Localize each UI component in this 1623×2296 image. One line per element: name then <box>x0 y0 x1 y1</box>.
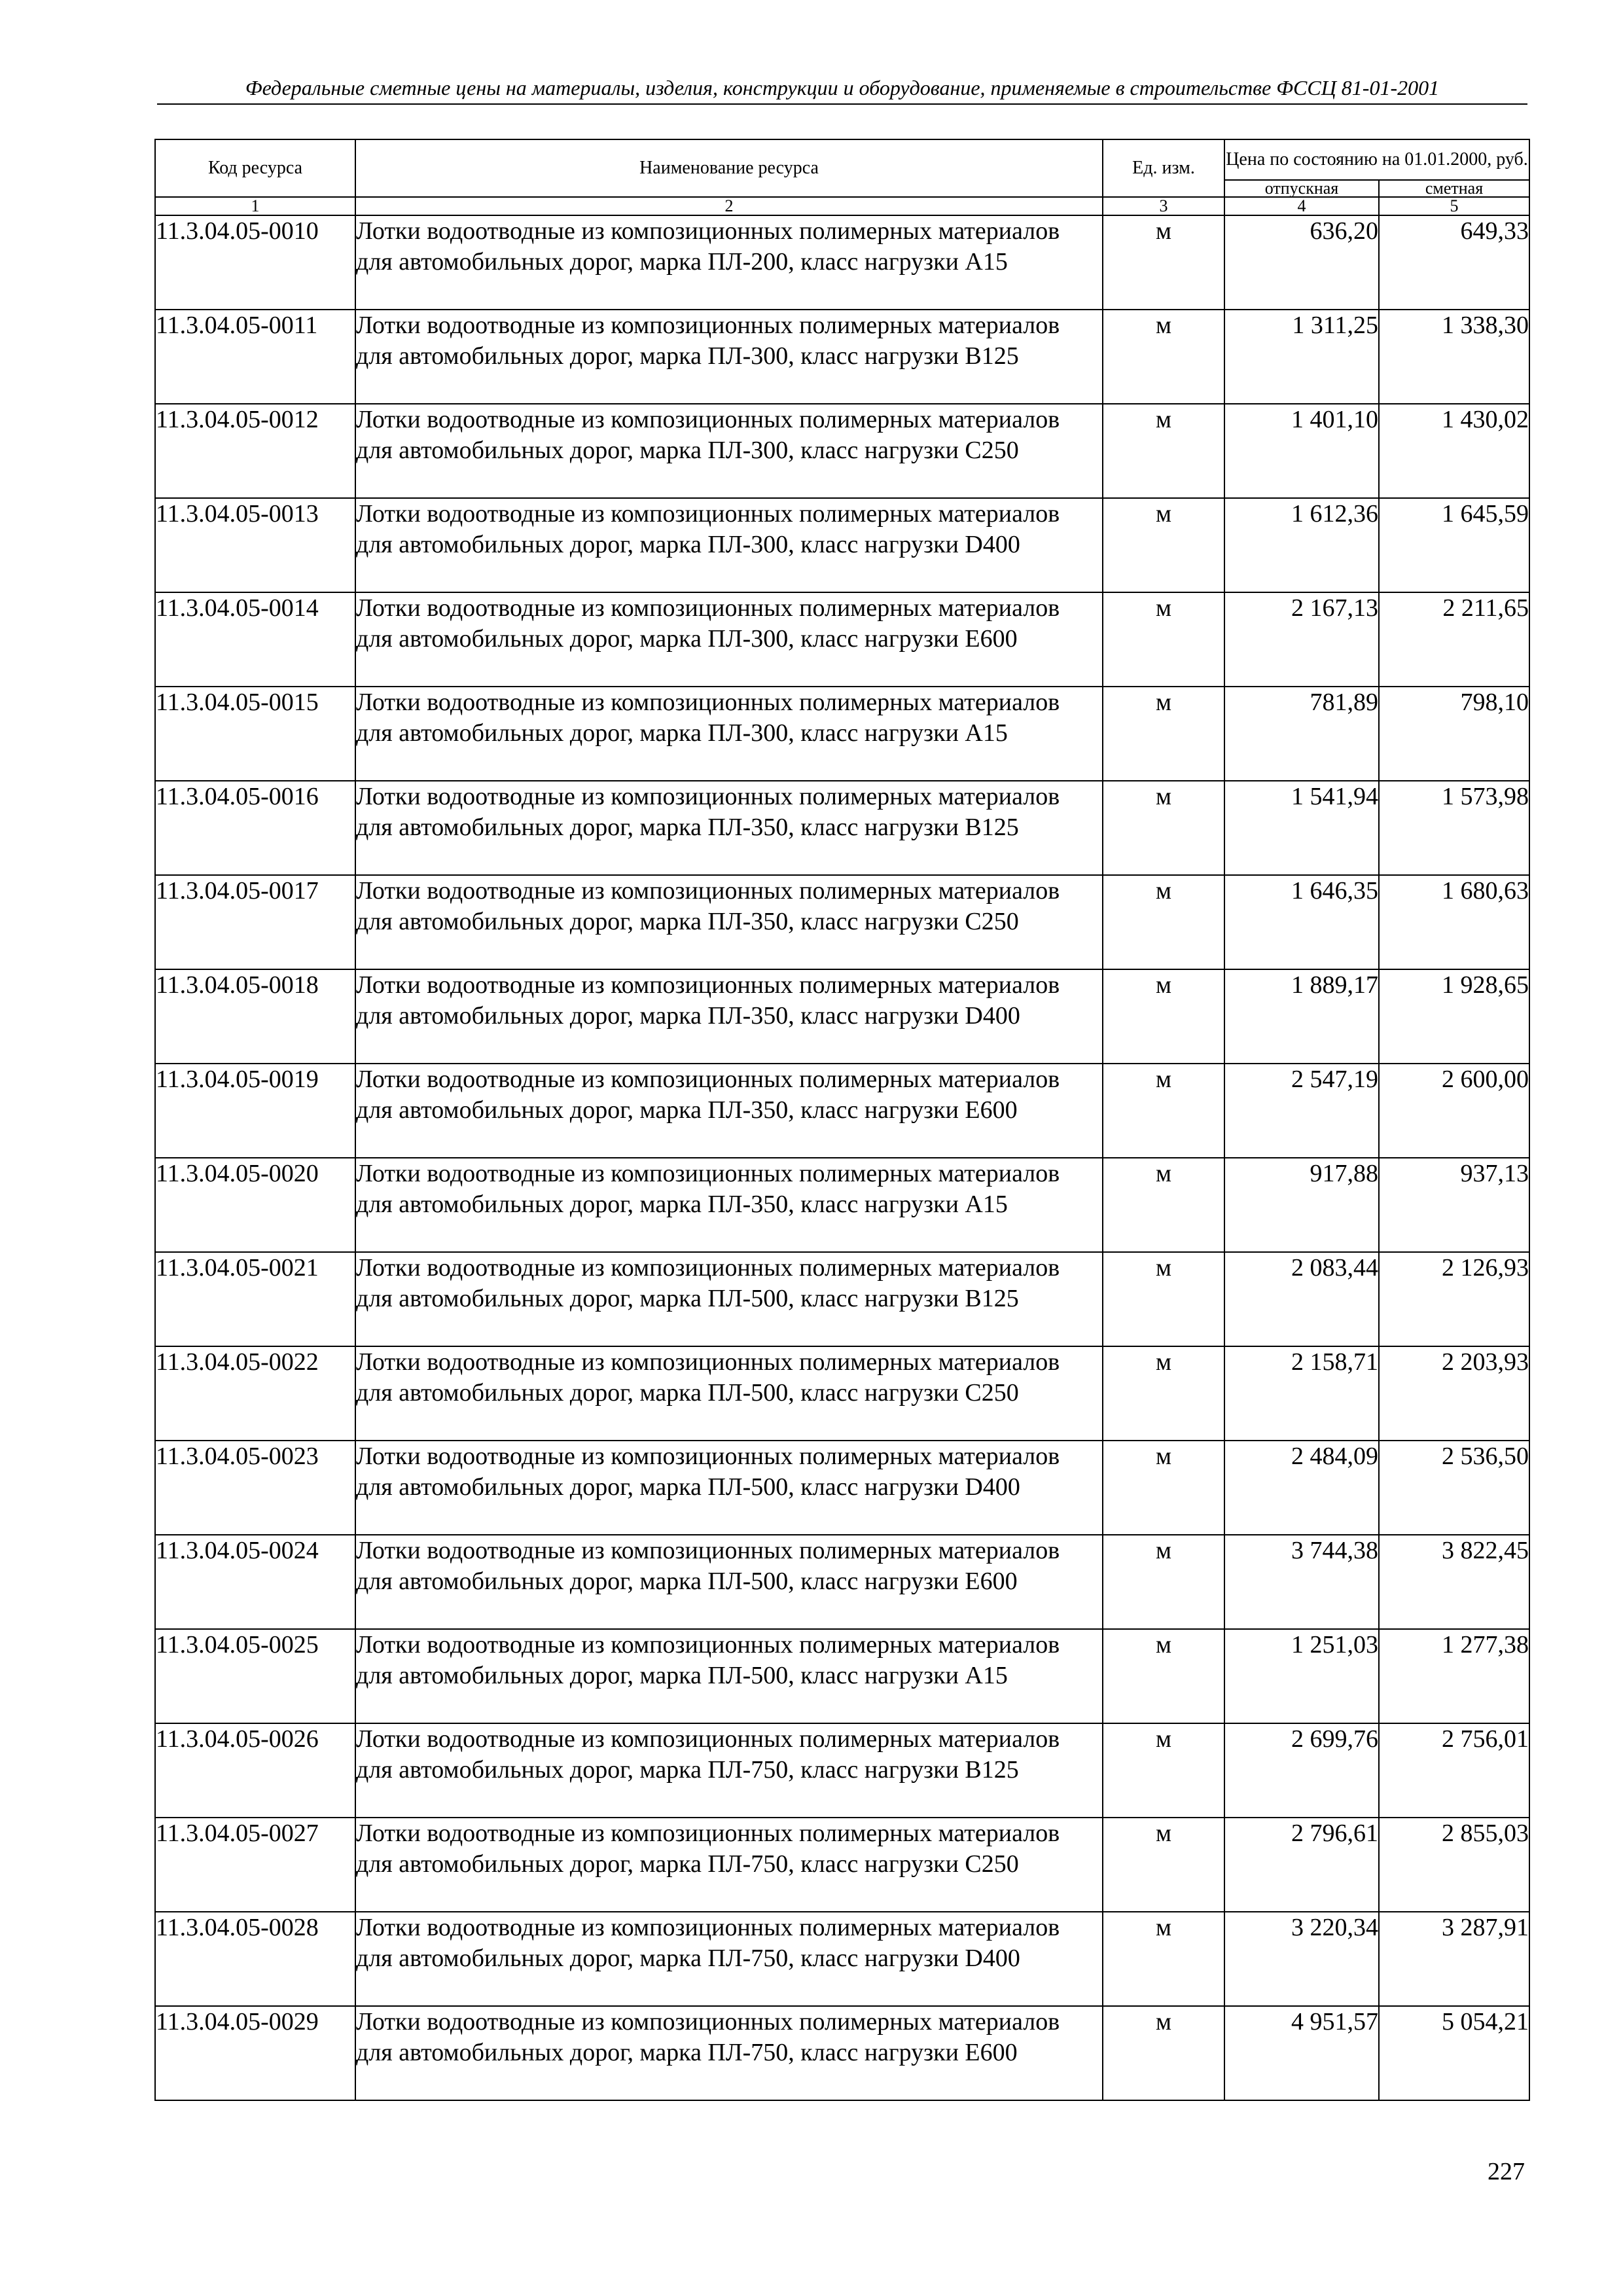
running-header: Федеральные сметные цены на материалы, изделия, конструкции и оборудование, применяемые в строительстве ФССЦ 81-01-2001 <box>157 73 1527 105</box>
release-price: 3 220,34 <box>1224 1912 1379 2006</box>
unit-of-measure: м <box>1103 1912 1224 2006</box>
release-price: 1 889,17 <box>1224 969 1379 1064</box>
resource-code: 11.3.04.05-0021 <box>155 1252 355 1346</box>
resource-name: Лотки водоотводные из композиционных полимерных материалов для автомобильных дорог, марка ПЛ-750, класс нагрузки С250 <box>355 1818 1103 1912</box>
resource-name: Лотки водоотводные из композиционных полимерных материалов для автомобильных дорог, марка ПЛ-300, класс нагрузки С250 <box>355 404 1103 498</box>
resource-name: Лотки водоотводные из композиционных полимерных материалов для автомобильных дорог, марка ПЛ-750, класс нагрузки Е600 <box>355 2006 1103 2100</box>
resource-code: 11.3.04.05-0020 <box>155 1158 355 1252</box>
table-row <box>155 1064 1529 1158</box>
unit-of-measure: м <box>1103 592 1224 687</box>
release-price: 2 158,71 <box>1224 1346 1379 1441</box>
table-row <box>155 215 1529 310</box>
release-price: 2 699,76 <box>1224 1723 1379 1818</box>
col-number: 4 <box>1224 197 1379 215</box>
table-row <box>155 1346 1529 1441</box>
unit-of-measure: м <box>1103 1818 1224 1912</box>
unit-of-measure: м <box>1103 1441 1224 1535</box>
table-row <box>155 969 1529 1064</box>
resource-name: Лотки водоотводные из композиционных полимерных материалов для автомобильных дорог, марка ПЛ-750, класс нагрузки D400 <box>355 1912 1103 2006</box>
estimate-price: 1 277,38 <box>1379 1629 1529 1723</box>
resource-code: 11.3.04.05-0015 <box>155 687 355 781</box>
table-row <box>155 1158 1529 1252</box>
resource-name: Лотки водоотводные из композиционных полимерных материалов для автомобильных дорог, марка ПЛ-350, класс нагрузки Е600 <box>355 1064 1103 1158</box>
col-number: 2 <box>355 197 1103 215</box>
estimate-price: 3 822,45 <box>1379 1535 1529 1629</box>
resource-code: 11.3.04.05-0028 <box>155 1912 355 2006</box>
resource-code: 11.3.04.05-0010 <box>155 215 355 310</box>
table-row <box>155 1629 1529 1723</box>
resource-name: Лотки водоотводные из композиционных полимерных материалов для автомобильных дорог, марка ПЛ-300, класс нагрузки Е600 <box>355 592 1103 687</box>
table-row <box>155 1535 1529 1629</box>
unit-of-measure: м <box>1103 1064 1224 1158</box>
col-header-name: Наименование ресурса <box>355 139 1103 197</box>
resource-name: Лотки водоотводные из композиционных полимерных материалов для автомобильных дорог, марка ПЛ-350, класс нагрузки В125 <box>355 781 1103 875</box>
release-price: 1 541,94 <box>1224 781 1379 875</box>
release-price: 781,89 <box>1224 687 1379 781</box>
resource-code: 11.3.04.05-0019 <box>155 1064 355 1158</box>
col-header-unit: Ед. изм. <box>1103 139 1224 197</box>
unit-of-measure: м <box>1103 1158 1224 1252</box>
unit-of-measure: м <box>1103 498 1224 592</box>
table-row <box>155 2006 1529 2100</box>
estimate-price: 1 573,98 <box>1379 781 1529 875</box>
resource-name: Лотки водоотводные из композиционных полимерных материалов для автомобильных дорог, марка ПЛ-500, класс нагрузки А15 <box>355 1629 1103 1723</box>
estimate-price: 3 287,91 <box>1379 1912 1529 2006</box>
table-row <box>155 687 1529 781</box>
resource-code: 11.3.04.05-0011 <box>155 310 355 404</box>
release-price: 2 547,19 <box>1224 1064 1379 1158</box>
unit-of-measure: м <box>1103 781 1224 875</box>
resource-code: 11.3.04.05-0023 <box>155 1441 355 1535</box>
resource-name: Лотки водоотводные из композиционных полимерных материалов для автомобильных дорог, марка ПЛ-350, класс нагрузки А15 <box>355 1158 1103 1252</box>
resource-name: Лотки водоотводные из композиционных полимерных материалов для автомобильных дорог, марка ПЛ-300, класс нагрузки А15 <box>355 687 1103 781</box>
resource-code: 11.3.04.05-0014 <box>155 592 355 687</box>
resource-name: Лотки водоотводные из композиционных полимерных материалов для автомобильных дорог, марка ПЛ-500, класс нагрузки Е600 <box>355 1535 1103 1629</box>
unit-of-measure: м <box>1103 875 1224 969</box>
resource-name: Лотки водоотводные из композиционных полимерных материалов для автомобильных дорог, марка ПЛ-500, класс нагрузки С250 <box>355 1346 1103 1441</box>
resource-code: 11.3.04.05-0024 <box>155 1535 355 1629</box>
release-price: 1 251,03 <box>1224 1629 1379 1723</box>
estimate-price: 2 756,01 <box>1379 1723 1529 1818</box>
release-price: 2 167,13 <box>1224 592 1379 687</box>
table-row <box>155 498 1529 592</box>
col-header-release-price: отпускная <box>1224 180 1379 197</box>
release-price: 1 612,36 <box>1224 498 1379 592</box>
unit-of-measure: м <box>1103 310 1224 404</box>
table-row <box>155 592 1529 687</box>
table-row <box>155 1912 1529 2006</box>
table-row <box>155 1252 1529 1346</box>
col-number: 5 <box>1379 197 1529 215</box>
table-row <box>155 1818 1529 1912</box>
resource-code: 11.3.04.05-0029 <box>155 2006 355 2100</box>
page-number: 227 <box>1488 2158 1525 2185</box>
estimate-price: 1 338,30 <box>1379 310 1529 404</box>
resource-code: 11.3.04.05-0025 <box>155 1629 355 1723</box>
release-price: 2 083,44 <box>1224 1252 1379 1346</box>
price-table <box>154 139 1530 2101</box>
release-price: 2 484,09 <box>1224 1441 1379 1535</box>
release-price: 636,20 <box>1224 215 1379 310</box>
release-price: 1 401,10 <box>1224 404 1379 498</box>
unit-of-measure: м <box>1103 1535 1224 1629</box>
resource-code: 11.3.04.05-0022 <box>155 1346 355 1441</box>
col-number: 3 <box>1103 197 1224 215</box>
estimate-price: 937,13 <box>1379 1158 1529 1252</box>
unit-of-measure: м <box>1103 1346 1224 1441</box>
table-row <box>155 310 1529 404</box>
estimate-price: 2 536,50 <box>1379 1441 1529 1535</box>
table-row <box>155 1441 1529 1535</box>
table-row <box>155 404 1529 498</box>
col-header-estimate-price: сметная <box>1379 180 1529 197</box>
resource-code: 11.3.04.05-0018 <box>155 969 355 1064</box>
col-header-price-group: Цена по состоянию на 01.01.2000, руб. <box>1224 139 1529 180</box>
unit-of-measure: м <box>1103 404 1224 498</box>
resource-name: Лотки водоотводные из композиционных полимерных материалов для автомобильных дорог, марка ПЛ-350, класс нагрузки D400 <box>355 969 1103 1064</box>
table-row <box>155 1723 1529 1818</box>
unit-of-measure: м <box>1103 1252 1224 1346</box>
release-price: 1 646,35 <box>1224 875 1379 969</box>
unit-of-measure: м <box>1103 2006 1224 2100</box>
resource-code: 11.3.04.05-0026 <box>155 1723 355 1818</box>
resource-name: Лотки водоотводные из композиционных полимерных материалов для автомобильных дорог, марка ПЛ-500, класс нагрузки В125 <box>355 1252 1103 1346</box>
resource-code: 11.3.04.05-0016 <box>155 781 355 875</box>
estimate-price: 798,10 <box>1379 687 1529 781</box>
unit-of-measure: м <box>1103 215 1224 310</box>
unit-of-measure: м <box>1103 1723 1224 1818</box>
resource-code: 11.3.04.05-0017 <box>155 875 355 969</box>
release-price: 2 796,61 <box>1224 1818 1379 1912</box>
estimate-price: 1 680,63 <box>1379 875 1529 969</box>
unit-of-measure: м <box>1103 687 1224 781</box>
table-row <box>155 875 1529 969</box>
resource-code: 11.3.04.05-0012 <box>155 404 355 498</box>
estimate-price: 5 054,21 <box>1379 2006 1529 2100</box>
resource-name: Лотки водоотводные из композиционных полимерных материалов для автомобильных дорог, марка ПЛ-300, класс нагрузки В125 <box>355 310 1103 404</box>
resource-name: Лотки водоотводные из композиционных полимерных материалов для автомобильных дорог, марка ПЛ-200, класс нагрузки А15 <box>355 215 1103 310</box>
release-price: 1 311,25 <box>1224 310 1379 404</box>
resource-code: 11.3.04.05-0013 <box>155 498 355 592</box>
estimate-price: 1 645,59 <box>1379 498 1529 592</box>
resource-name: Лотки водоотводные из композиционных полимерных материалов для автомобильных дорог, марка ПЛ-350, класс нагрузки С250 <box>355 875 1103 969</box>
table-row <box>155 781 1529 875</box>
estimate-price: 1 430,02 <box>1379 404 1529 498</box>
col-number: 1 <box>155 197 355 215</box>
unit-of-measure: м <box>1103 969 1224 1064</box>
col-header-code: Код ресурса <box>155 139 355 197</box>
resource-name: Лотки водоотводные из композиционных полимерных материалов для автомобильных дорог, марка ПЛ-750, класс нагрузки В125 <box>355 1723 1103 1818</box>
estimate-price: 1 928,65 <box>1379 969 1529 1064</box>
estimate-price: 2 211,65 <box>1379 592 1529 687</box>
estimate-price: 2 126,93 <box>1379 1252 1529 1346</box>
estimate-price: 2 203,93 <box>1379 1346 1529 1441</box>
release-price: 4 951,57 <box>1224 2006 1379 2100</box>
resource-name: Лотки водоотводные из композиционных полимерных материалов для автомобильных дорог, марка ПЛ-500, класс нагрузки D400 <box>355 1441 1103 1535</box>
release-price: 917,88 <box>1224 1158 1379 1252</box>
estimate-price: 2 855,03 <box>1379 1818 1529 1912</box>
estimate-price: 2 600,00 <box>1379 1064 1529 1158</box>
estimate-price: 649,33 <box>1379 215 1529 310</box>
unit-of-measure: м <box>1103 1629 1224 1723</box>
resource-name: Лотки водоотводные из композиционных полимерных материалов для автомобильных дорог, марка ПЛ-300, класс нагрузки D400 <box>355 498 1103 592</box>
release-price: 3 744,38 <box>1224 1535 1379 1629</box>
resource-code: 11.3.04.05-0027 <box>155 1818 355 1912</box>
